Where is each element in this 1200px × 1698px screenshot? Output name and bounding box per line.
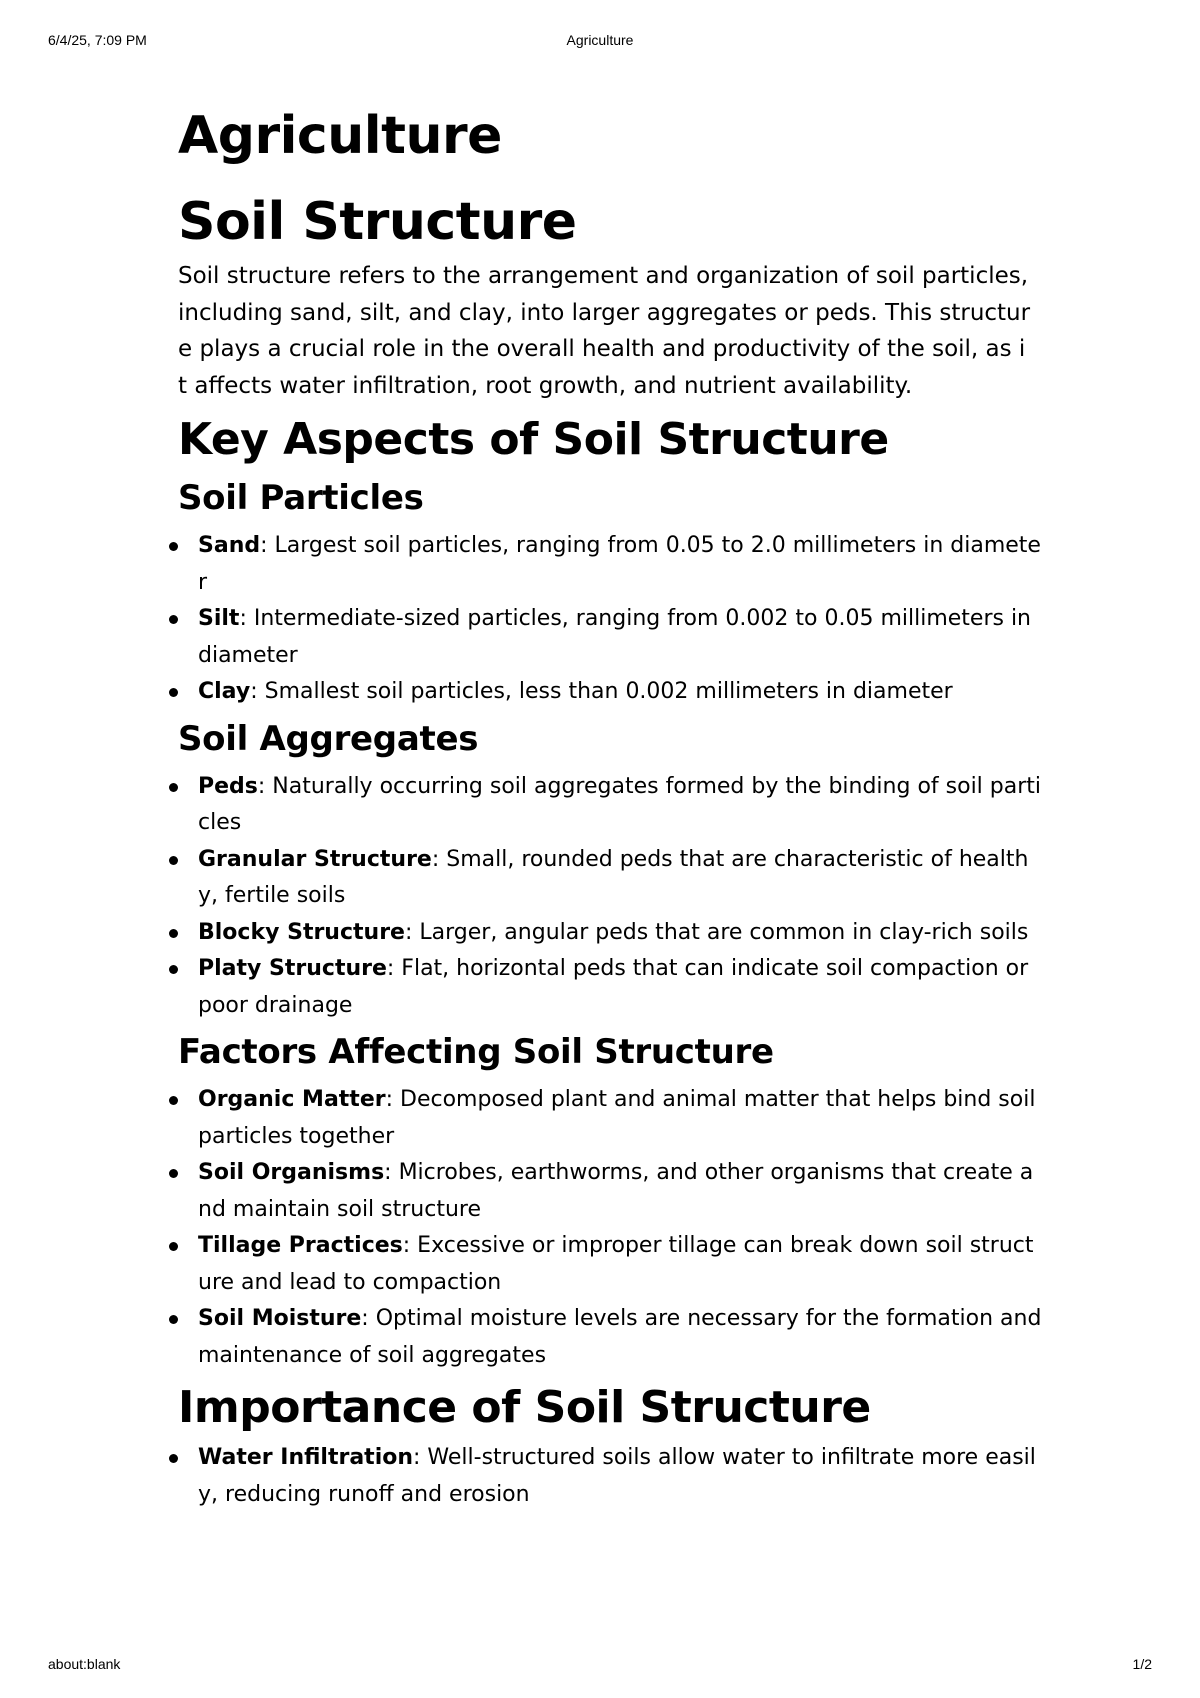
list-item-term: Platy Structure <box>198 956 387 981</box>
list-item-term: Clay <box>198 679 251 704</box>
list-item-term: Soil Organisms <box>198 1160 385 1185</box>
print-date: 6/4/25, 7:09 PM <box>48 32 147 48</box>
soil-aggregates-list <box>178 769 1042 1025</box>
list-item <box>178 674 1044 711</box>
list-item-term: Soil Moisture <box>198 1306 362 1331</box>
list-item-text: : Larger, angular peds that are common in clay-rich soils <box>404 919 1029 945</box>
list-item-term: Blocky Structure <box>198 919 405 945</box>
importance-list <box>178 1440 1038 1513</box>
list-item-term: Granular Structure <box>198 846 432 872</box>
list-item-text: : Flat, horizontal peds that can indicate soil compaction or poor drainage <box>198 956 1029 1018</box>
list-item <box>178 769 1044 842</box>
list-item <box>178 528 1044 601</box>
list-item <box>178 601 1044 674</box>
list-item-term: Sand <box>198 533 261 558</box>
soil-aggregates-heading: Soil Aggregates <box>178 718 479 759</box>
print-title: Agriculture <box>566 32 634 48</box>
page-title: Agriculture <box>178 106 502 166</box>
print-footer <box>48 1656 1152 1676</box>
key-aspects-heading: Key Aspects of Soil Structure <box>178 414 889 465</box>
document-content <box>178 100 1042 1513</box>
list-item-term: Water Infiltration <box>198 1445 414 1470</box>
list-item-text: : Naturally occurring soil aggregates formed by the binding of soil particles <box>198 773 1042 835</box>
page-number: 1/2 <box>1132 1656 1152 1672</box>
list-item <box>178 1155 1044 1228</box>
list-item <box>178 842 1044 915</box>
list-item <box>178 1082 1044 1155</box>
section-title: Soil Structure <box>178 192 577 252</box>
list-item-text: : Intermediate-sized particles, ranging from 0.002 to 0.05 millimeters in diameter <box>198 606 1032 668</box>
importance-heading: Importance of Soil Structure <box>178 1382 871 1433</box>
list-item <box>178 1301 1044 1374</box>
list-item <box>178 915 1044 952</box>
list-item-text: : Largest soil particles, ranging from 0.05 to 2.0 millimeters in diameter <box>198 533 1041 595</box>
list-item-text: : Smallest soil particles, less than 0.002 millimeters in diameter <box>250 679 953 704</box>
list-item <box>178 951 1044 1024</box>
list-item <box>178 1228 1044 1301</box>
list-item-term: Silt <box>198 606 240 631</box>
list-item <box>178 1440 1044 1513</box>
list-item-text: : Small, rounded peds that are characteristic of healthy, fertile soils <box>198 846 1029 908</box>
factors-heading: Factors Affecting Soil Structure <box>178 1032 774 1072</box>
list-item-text: : Decomposed plant and animal matter that helps bind soil particles together <box>198 1087 1036 1149</box>
list-item-text: : Optimal moisture levels are necessary for the formation and maintenance of soil aggregates <box>198 1306 1042 1368</box>
list-item-term: Tillage Practices <box>198 1233 403 1258</box>
soil-particles-heading: Soil Particles <box>178 478 424 518</box>
intro-paragraph: Soil structure refers to the arrangement and organization of soil particles, including sand, silt, and clay, into larger aggregates or peds. This structure plays a crucial role in the overall health and productivity of the soil, as it affects water infiltration, root growth, and nutrient availability. <box>178 263 1031 399</box>
print-url: about:blank <box>48 1656 121 1672</box>
list-item-text: : Microbes, earthworms, and other organisms that create and maintain soil structure <box>198 1160 1034 1222</box>
print-header <box>48 32 1152 52</box>
list-item-text: : Excessive or improper tillage can break down soil structure and lead to compaction <box>198 1233 1034 1295</box>
soil-particles-list <box>178 528 1041 711</box>
list-item-term: Peds <box>198 773 258 799</box>
factors-list <box>178 1082 1042 1374</box>
list-item-text: : Well-structured soils allow water to infiltrate more easily, reducing runoff and erosion <box>198 1445 1036 1507</box>
list-item-term: Organic Matter <box>198 1087 386 1112</box>
